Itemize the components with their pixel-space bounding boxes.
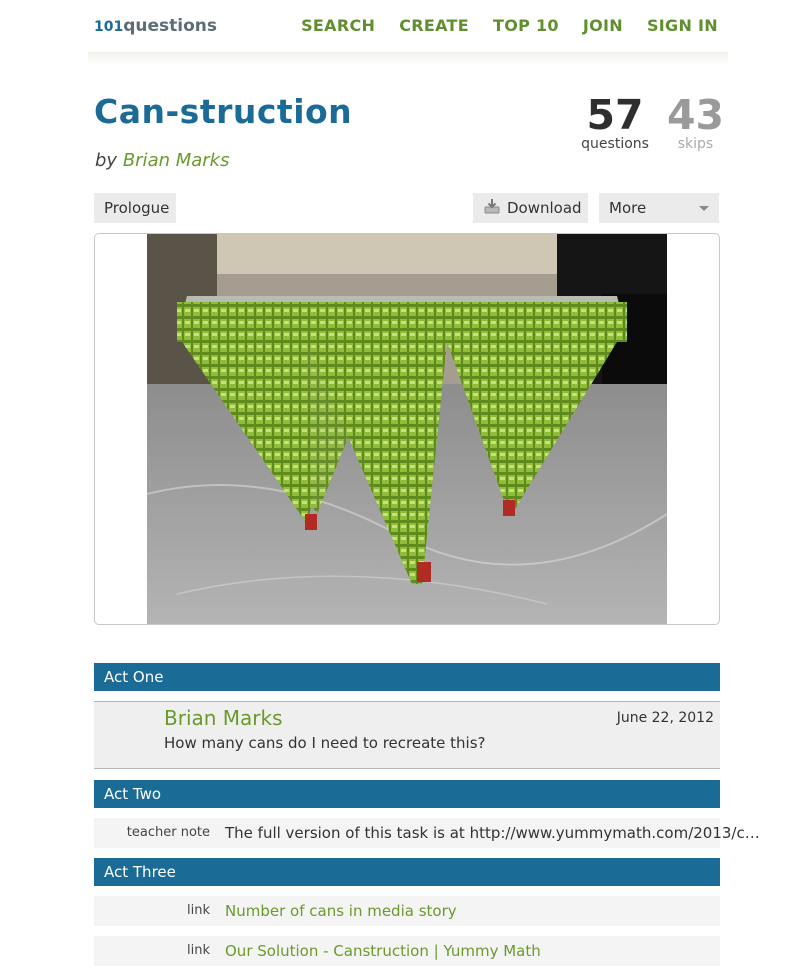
skips-stat [667, 92, 724, 152]
act-two-header: Act Two [94, 780, 720, 808]
questions-label: questions [581, 136, 649, 152]
site-header [94, 14, 720, 44]
logo-text: questions [123, 16, 218, 36]
by-label: by [95, 150, 118, 171]
logo-number: 101 [94, 19, 124, 35]
question-text: How many cans do I need to recreate this? [164, 734, 486, 752]
download-button[interactable] [473, 193, 588, 223]
chevron-down-icon [699, 206, 709, 211]
question-card [94, 701, 720, 769]
link-label: link [187, 903, 210, 918]
act-one-header: Act One [94, 663, 720, 691]
skips-count: 43 [666, 91, 724, 139]
nav-sign-in[interactable]: SIGN IN [646, 16, 718, 35]
act-three-header: Act Three [94, 858, 720, 886]
nav-top-10[interactable]: TOP 10 [492, 16, 559, 35]
question-author[interactable]: Brian Marks [164, 706, 283, 730]
teacher-note-label: teacher note [126, 825, 210, 840]
teacher-note-row [94, 818, 760, 848]
nav-join[interactable]: JOIN [582, 16, 623, 35]
question-date: June 22, 2012 [616, 710, 714, 726]
media-story-link[interactable]: Number of cans in media story [225, 902, 457, 920]
download-icon [483, 198, 501, 218]
site-logo[interactable] [94, 16, 217, 36]
header-divider [88, 52, 728, 66]
download-label: Download [507, 199, 582, 217]
link-label: link [187, 943, 210, 958]
stats [581, 92, 724, 152]
main-nav [301, 16, 718, 35]
byline [95, 150, 230, 171]
skips-label: skips [677, 136, 714, 152]
prologue-label: Prologue [104, 199, 170, 217]
media-frame [94, 233, 720, 625]
author-link[interactable]: Brian Marks [122, 150, 230, 171]
solution-link[interactable]: Our Solution - Canstruction | Yummy Math [225, 942, 541, 960]
link-row [94, 936, 720, 966]
prologue-button[interactable] [94, 193, 176, 223]
questions-count: 57 [586, 91, 644, 139]
page-title: Can-struction [94, 92, 353, 131]
can-sculpture-photo [147, 234, 667, 624]
link-row [94, 896, 720, 926]
more-dropdown[interactable] [599, 193, 719, 223]
questions-stat [581, 92, 649, 152]
nav-search[interactable]: SEARCH [301, 16, 376, 35]
teacher-note-text: The full version of this task is at http://www.yummymath.com/2013/c… [225, 824, 760, 842]
more-label: More [609, 199, 647, 217]
nav-create[interactable]: CREATE [399, 16, 469, 35]
